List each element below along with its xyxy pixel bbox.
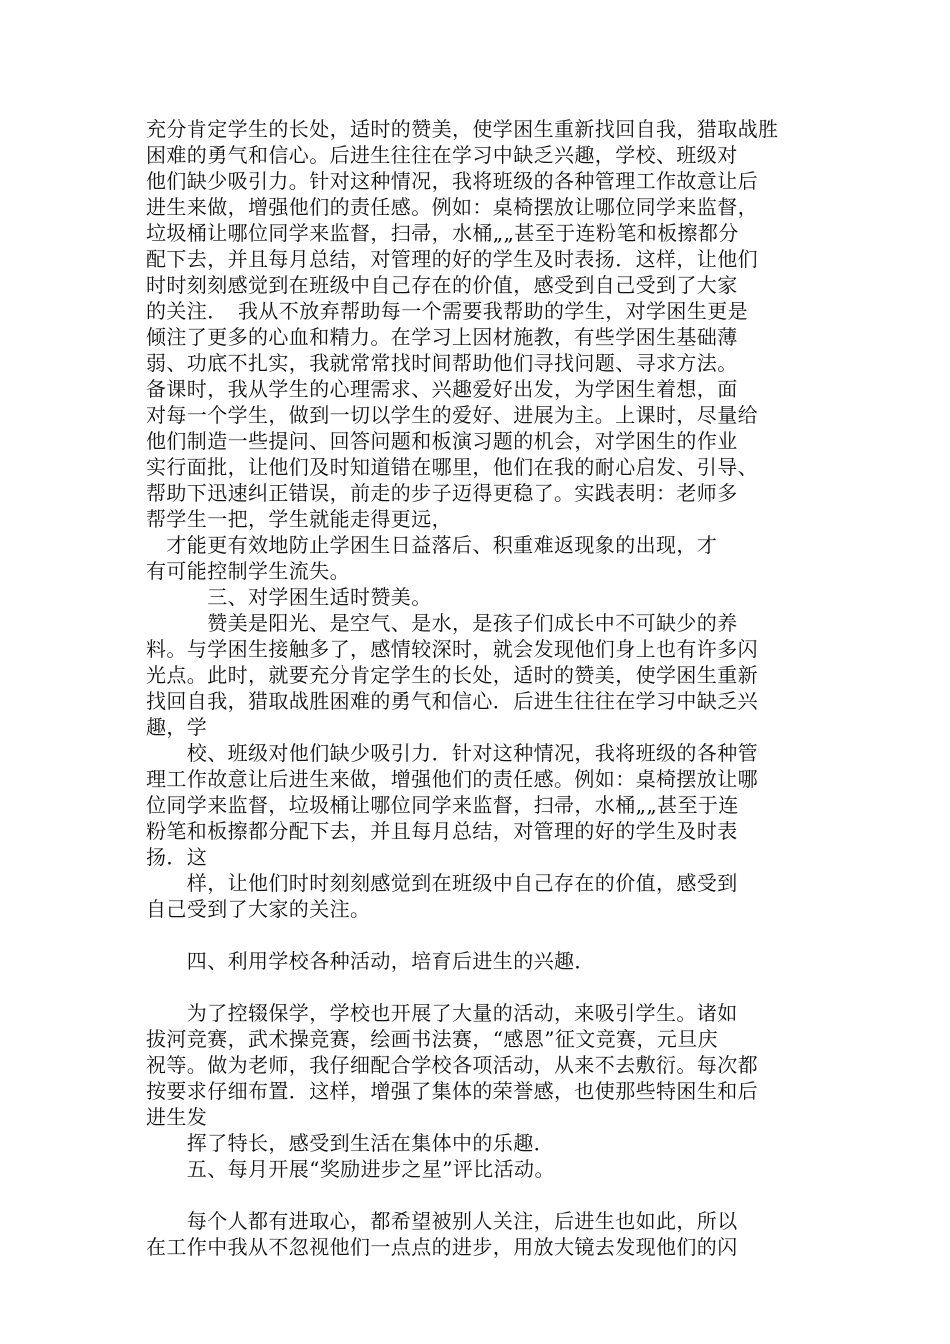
text-line: 趣，学 (146, 715, 208, 739)
text-line: 料。与学困生接触多了，感情较深时，就会发现他们身上也有许多闪 (146, 637, 758, 661)
text-line: 充分肯定学生的长处，适时的赞美，使学困生重新找回自我，猎取战胜 (146, 117, 779, 141)
section-heading: 三、对学困生适时赞美。 (146, 585, 432, 609)
text-line: 赞美是阳光、是空气、是水，是孩子们成长中不可缺少的养 (146, 611, 738, 635)
text-line: 倾注了更多的心血和精力。在学习上因材施教，有些学困生基础薄 (146, 325, 738, 349)
text-line: 垃圾桶让哪位同学来监督，扫帚，水桶„„甚至于连粉笔和板擦都分 (146, 221, 739, 245)
blank-line (146, 922, 806, 948)
text-line: 才能更有效地防止学困生日益落后、积重难返现象的出现，才 (146, 533, 718, 557)
text-line: 弱、功底不扎实，我就常常找时间帮助他们寻找问题、寻求方法。 (146, 351, 738, 375)
text-line: 进生发 (146, 1105, 208, 1129)
text-line: 位同学来监督，垃圾桶让哪位同学来监督，扫帚，水桶„„甚至于连 (146, 793, 739, 817)
text-line: 粉笔和板擦都分配下去，并且每月总结，对管理的好的学生及时表 (146, 819, 738, 843)
text-line: 每个人都有进取心，都希望被别人关注，后进生也如此，所以 (146, 1209, 738, 1233)
text-line: 为了控辍保学，学校也开展了大量的活动，来吸引学生。诸如 (146, 1001, 738, 1025)
text-line: 按要求仔细布置．这样，增强了集体的荣誉感，也使那些特困生和后 (146, 1079, 758, 1103)
text-line: 时时刻刻感觉到在班级中自己存在的价值，感受到自己受到了大家 (146, 273, 738, 297)
text-line: 挥了特长，感受到生活在集体中的乐趣． (146, 1131, 554, 1155)
text-line: 困难的勇气和信心。后进生往往在学习中缺乏兴趣，学校、班级对 (146, 143, 738, 167)
text-line: 的关注． 我从不放弃帮助每一个需要我帮助的学生，对学困生更是 (146, 299, 748, 323)
text-line: 帮助下迅速纠正错误，前走的步子迈得更稳了。实践表明：老师多 (146, 481, 738, 505)
text-line: 找回自我，猎取战胜困难的勇气和信心．后进生往往在学习中缺乏兴 (146, 689, 758, 713)
text-line: 样，让他们时时刻刻感觉到在班级中自己存在的价值，感受到 (146, 871, 738, 895)
text-line: 帮学生一把，学生就能走得更远， (146, 507, 452, 531)
text-line: 自己受到了大家的关注。 (146, 897, 371, 921)
section-heading: 四、利用学校各种活动，培育后进生的兴趣． (146, 949, 595, 973)
text-line: 备课时，我从学生的心理需求、兴趣爱好出发，为学困生着想，面 (146, 377, 738, 401)
text-line: 理工作故意让后进生来做，增强他们的责任感。例如：桌椅摆放让哪 (146, 767, 758, 791)
text-line: 他们缺少吸引力。针对这种情况，我将班级的各种管理工作故意让后 (146, 169, 758, 193)
text-line: 对每一个学生，做到一切以学生的爱好、进展为主。上课时，尽量给 (146, 403, 758, 427)
text-line: 校、班级对他们缺少吸引力．针对这种情况，我将班级的各种管 (146, 741, 758, 765)
text-line: 配下去，并且每月总结，对管理的好的学生及时表扬．这样，让他们 (146, 247, 758, 271)
text-line: 他们制造一些提问、回答问题和板演习题的机会，对学困生的作业 (146, 429, 738, 453)
document-body (146, 116, 806, 1260)
text-line: 实行面批，让他们及时知道错在哪里，他们在我的耐心启发、引导、 (146, 455, 758, 479)
text-line: 扬．这 (146, 845, 208, 869)
text-line: 拔河竞赛，武术操竞赛，绘画书法赛，“感恩”征文竞赛，元旦庆 (146, 1027, 719, 1051)
section-heading: 五、每月开展“奖励进步之星”评比活动。 (146, 1157, 555, 1181)
text-line: 在工作中我从不忽视他们一点点的进步，用放大镜去发现他们的闪 (146, 1235, 738, 1259)
text-line: 祝等。做为老师，我仔细配合学校各项活动，从来不去敷衍。每次都 (146, 1053, 758, 1077)
text-line: 有可能控制学生流失。 (146, 559, 350, 583)
text-line: 进生来做，增强他们的责任感。例如：桌椅摆放让哪位同学来监督， (146, 195, 758, 219)
blank-line (146, 974, 806, 1000)
text-line: 光点。此时，就要充分肯定学生的长处，适时的赞美，使学困生重新 (146, 663, 758, 687)
blank-line (146, 1182, 806, 1208)
